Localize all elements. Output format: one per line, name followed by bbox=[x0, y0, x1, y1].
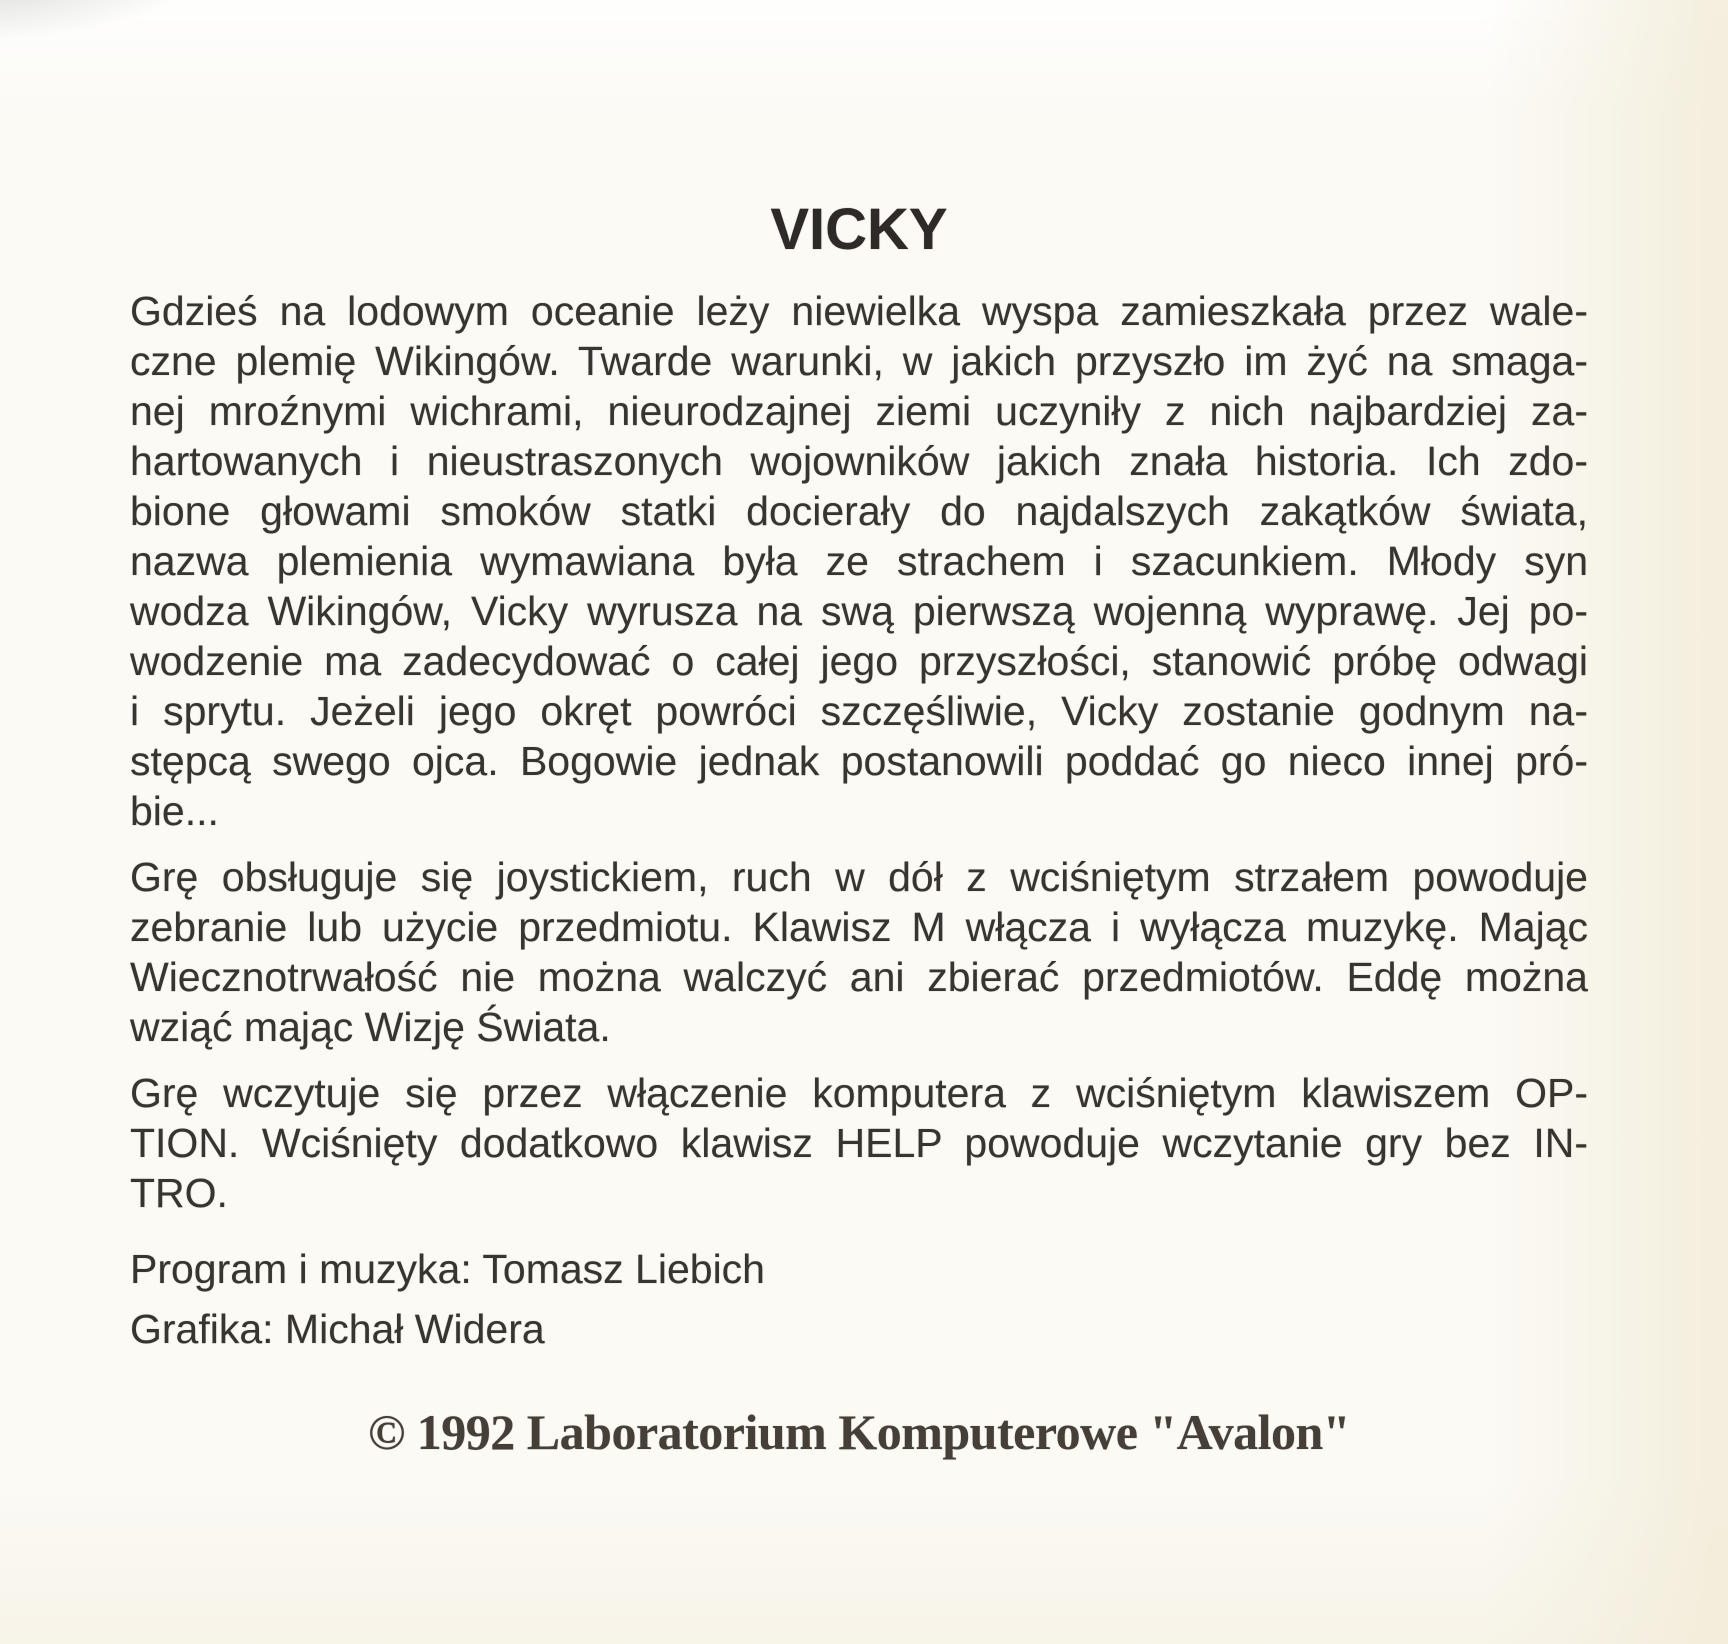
text-line: czne plemię Wikingów. Twarde warunki, w jakich przyszło im żyć na smaga- bbox=[130, 338, 1588, 384]
text-line: zebranie lub użycie przedmiotu. Klawisz M włącza i wyłącza muzykę. Mając bbox=[130, 904, 1588, 950]
controls-paragraph bbox=[130, 852, 1588, 1052]
text-line: wodza Wikingów, Vicky wyrusza na swą pierwszą wojenną wyprawę. Jej po- bbox=[130, 588, 1588, 634]
text-line: TION. Wciśnięty dodatkowo klawisz HELP powoduje wczytanie gry bez IN- bbox=[130, 1120, 1588, 1166]
document-content bbox=[130, 197, 1588, 1460]
text-line: nazwa plemienia wymawiana była ze strachem i szacunkiem. Młody syn bbox=[130, 538, 1588, 584]
credits-block bbox=[130, 1244, 1588, 1354]
text-line: hartowanych i nieustraszonych wojowników jakich znała historia. Ich zdo- bbox=[130, 438, 1588, 484]
text-line: Grę obsługuje się joystickiem, ruch w dół z wciśniętym strzałem powoduje bbox=[130, 854, 1588, 900]
text-line: Gdzieś na lodowym oceanie leży niewielka wyspa zamieszkała przez wale- bbox=[130, 288, 1588, 334]
text-line: stępcą swego ojca. Bogowie jednak postanowili poddać go nieco innej pró- bbox=[130, 738, 1588, 784]
page-title: VICKY bbox=[770, 197, 948, 262]
text-line: i sprytu. Jeżeli jego okręt powróci szczęśliwie, Vicky zostanie godnym na- bbox=[130, 688, 1588, 734]
credit-graphics: Grafika: Michał Widera bbox=[130, 1306, 545, 1352]
text-line: TRO. bbox=[130, 1170, 228, 1216]
text-line: wziąć mając Wizję Świata. bbox=[130, 1004, 611, 1050]
text-line: wodzenie ma zadecydować o całej jego przyszłości, stanowić próbę odwagi bbox=[130, 638, 1588, 684]
text-line: nej mroźnymi wichrami, nieurodzajnej ziemi uczyniły z nich najbardziej za- bbox=[130, 388, 1588, 434]
text-line: bione głowami smoków statki docierały do najdalszych zakątków świata, bbox=[130, 488, 1588, 534]
loading-paragraph bbox=[130, 1068, 1588, 1218]
text-line: bie... bbox=[130, 788, 219, 834]
story-paragraph bbox=[130, 286, 1588, 836]
copyright-line: © 1992 Laboratorium Komputerowe "Avalon" bbox=[367, 1404, 1351, 1460]
text-line: Grę wczytuje się przez włączenie komputera z wciśniętym klawiszem OP- bbox=[130, 1070, 1588, 1116]
text-line: Wiecznotrwałość nie można walczyć ani zbierać przedmiotów. Eddę można bbox=[130, 954, 1588, 1000]
credit-program-music: Program i muzyka: Tomasz Liebich bbox=[130, 1246, 765, 1292]
